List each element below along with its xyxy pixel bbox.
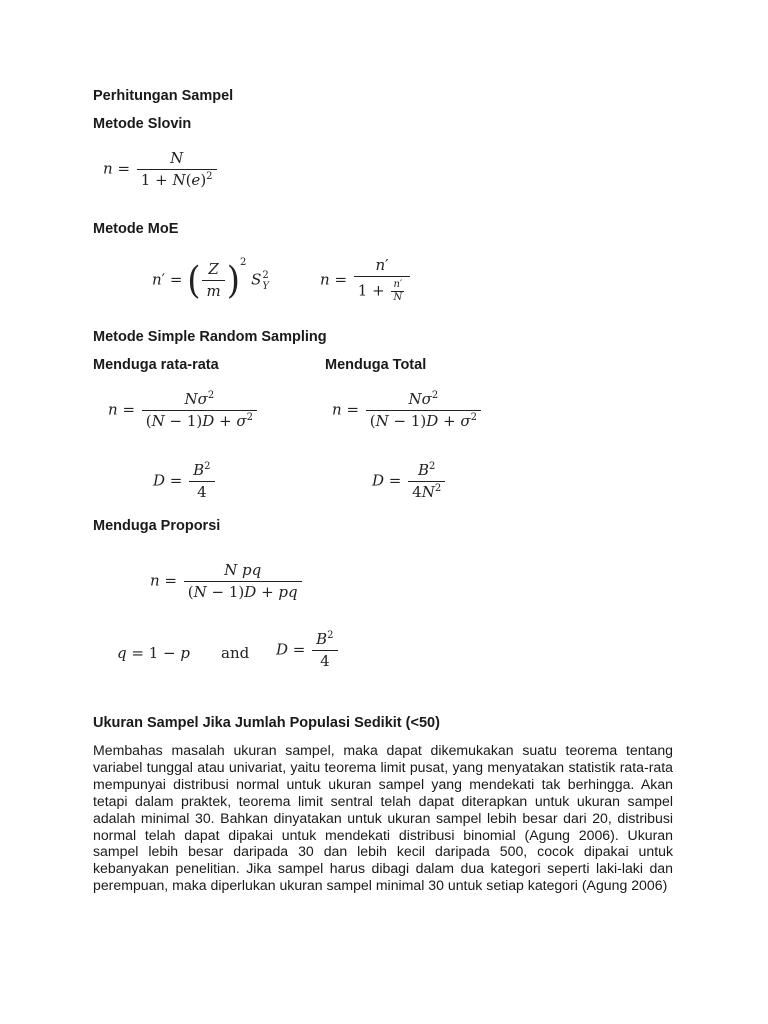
and-word: and — [221, 644, 250, 662]
heading-small-population: Ukuran Sampel Jika Jumlah Populasi Sedikit (<50) — [93, 715, 440, 731]
formula-total-n: n = $\frac{N\sigma^2}{(N - 1)D + \sigma^2}$ — [332, 392, 483, 429]
heading-moe: Metode MoE — [93, 221, 179, 237]
heading-proportion: Menduga Proporsi — [93, 518, 221, 534]
heading-slovin: Metode Slovin — [93, 116, 192, 132]
heading-mean: Menduga rata-rata — [93, 357, 219, 373]
formula-q: q = 1 − p — [117, 644, 190, 662]
formula-slovin: n = $\frac{N}{1 + N(e)^2}$ — [103, 151, 219, 188]
formula-moe-n: n = n′ 1 + $\frac{n'}{N}$ — [320, 258, 412, 303]
formula-proportion-d: D = $\frac{B^2}{4}$ — [276, 632, 340, 669]
heading-total: Menduga Total — [325, 357, 427, 373]
heading-srs: Metode Simple Random Sampling — [93, 329, 327, 345]
formula-moe-n-prime: n′ = ( $\frac{Z}{m}$ )$^2$ S 2 Y — [152, 256, 269, 303]
formula-proportion-n: n = $\frac{\text{N pq}}{(N - 1)D + pq}$ — [150, 563, 304, 600]
body-paragraph: Membahas masalah ukuran sampel, maka dapat dikemukakan suatu teorema tentang variabel tunggal atau univariat, yaitu teorema limit pusat, yang menyatakan statistik rata-rata mempunyai distribusi normal untuk ukuran sampel yang mendekati tak berhingga. Akan tetapi dalam praktek, teorema limit sentral telah dapat diterapkan untuk ukuran sampel adalah minimal 30. Bahkan dinyatakan untuk ukuran sampel lebih besar dari 20, distribusi normal telah dapat dipakai untuk mendekati distribusi binomial (Agung 2006). Ukuran sampel lebih besar daripada 30 dan lebih kecil daripada 500, cocok dipakai untuk kebanyakan penelitian. Jika sampel harus dibagi dalam dua kategori seperti laki-laki dan perempuan, maka diperlukan ukuran sampel minimal 30 untuk setiap kategori (Agung 2006) — [93, 742, 673, 894]
formula-mean-n: n = $\frac{N\sigma^2}{(N - 1)D + \sigma^2}$ — [108, 392, 259, 429]
page-title: Perhitungan Sampel — [93, 88, 234, 104]
formula-total-d: D = $\frac{B^2}{4N^2}$ — [372, 463, 447, 500]
formula-mean-d: D = $\frac{B^2}{4}$ — [153, 463, 217, 500]
